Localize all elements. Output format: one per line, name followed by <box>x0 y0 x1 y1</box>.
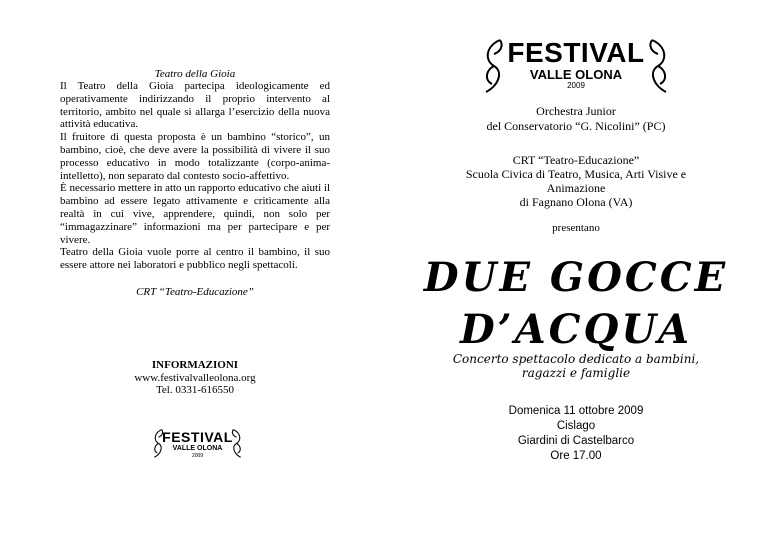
crt-line: CRT “Teatro-Educazione” <box>512 153 640 167</box>
crt-signature: CRT “Teatro-Educazione” <box>136 286 254 298</box>
logo-year: 2009 <box>567 81 585 90</box>
paragraph: Il fruitore di questa proposta è un bambino “storico”, un bambino, cioè, che deve avere la possibilità di vivere il suo processo educativo in modo totalizzante (corpo-anima-intelletto), non separato dal contesto socio-affettivo. <box>60 131 330 182</box>
swirl-ornament-icon <box>150 427 166 461</box>
orchestra-line: Orchestra Junior <box>536 104 616 118</box>
swirl-ornament-icon <box>478 36 508 98</box>
show-title <box>404 252 748 356</box>
orchestra-line: del Conservatorio “G. Nicolini” (PC) <box>486 118 666 133</box>
logo-year: 2009 <box>191 453 204 459</box>
festival-logo-small <box>150 427 245 467</box>
crt-credit <box>424 153 728 209</box>
show-title-line: D’ACQUA <box>459 306 692 353</box>
logo-festival-text: FESTIVAL <box>507 37 645 68</box>
crt-line: Scuola Civica di Teatro, Musica, Arti Visive e <box>465 167 687 181</box>
paragraph: È necessario mettere in atto un rapporto educativo che aiuti il bambino ad essere legato attivamente e criticamente alla realtà in cui vive, apprendere, quindi, non solo per “immagazzinare” informazioni ma per partecipare e per vivere. <box>60 182 331 246</box>
swirl-ornament-icon <box>644 36 674 98</box>
logo-subtitle: VALLE OLONA <box>529 67 623 82</box>
teatro-gioia-text <box>60 80 330 272</box>
event-venue: Giardini di Castelbarco <box>517 435 635 447</box>
event-details <box>476 404 676 464</box>
website-link[interactable]: www.festivalvalleolona.org <box>134 371 256 384</box>
show-title-line: DUE GOCCE <box>423 254 729 301</box>
concert-description <box>436 352 716 380</box>
presents-text: presentano <box>552 222 600 234</box>
event-date: Domenica 11 ottobre 2009 <box>508 405 644 417</box>
event-time: Ore 17.00 <box>550 450 602 462</box>
phone-number: Tel. 0331-616550 <box>155 384 235 396</box>
event-town: Cislago <box>556 420 596 432</box>
info-block <box>60 359 330 397</box>
right-panel <box>384 0 768 543</box>
paragraph: Il Teatro della Gioia partecipa ideologicamente ed operativamente indirizzando il proprio intervento al territorio, ambito nel quale si allarga l’esercizio della nuova attività educativa. <box>60 80 330 131</box>
paragraph: Teatro della Gioia vuole porre al centro il bambino, il suo essere attore nei laboratori e pubblico negli spettacoli. <box>60 246 330 272</box>
info-heading: INFORMAZIONI <box>151 359 239 371</box>
festival-logo <box>476 36 676 96</box>
logo-festival-text: FESTIVAL <box>162 429 233 445</box>
concert-line: Concerto spettacolo dedicato a bambini, <box>452 352 700 366</box>
concert-line: ragazzi e famiglie <box>521 366 631 380</box>
teatro-gioia-title: Teatro della Gioia <box>154 68 236 80</box>
swirl-ornament-icon <box>229 427 245 461</box>
crt-line: Animazione <box>546 181 606 195</box>
crt-line: di Fagnano Olona (VA) <box>519 195 633 209</box>
orchestra-credit <box>444 104 708 133</box>
logo-subtitle: VALLE OLONA <box>172 445 223 452</box>
